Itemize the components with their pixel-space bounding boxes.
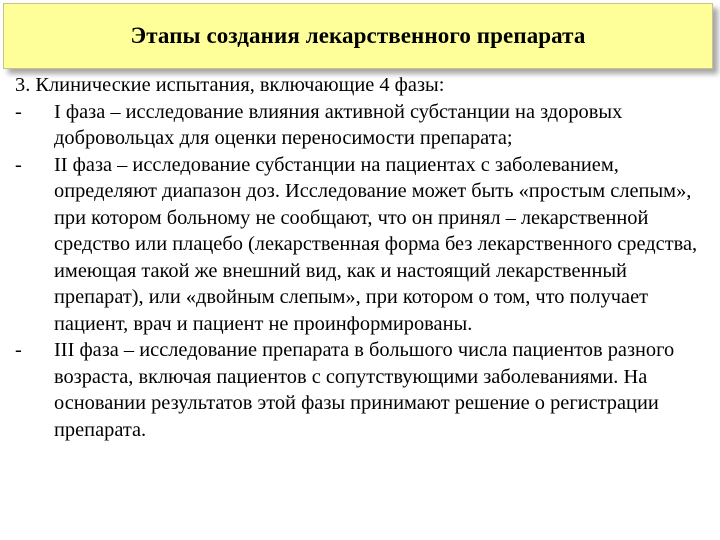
bullet-dash: - [15,100,22,123]
phase-text-3: III фаза – исследование препарата в большого числа пациентов разного возраста, включая пациентов с сопутствующими заболеваниями. На основании результатов этой фазы принимают решение о регистрации препарата. [54,339,675,441]
bullet-dash: - [15,153,22,176]
phase-text-1: I фаза – исследование влияния активной субстанции на здоровых добровольцах для оценки переносимости препарата; [54,100,623,149]
intro-text: 3. Клинические испытания, включающие 4 фазы: [15,74,445,96]
slide-content [15,72,713,443]
slide-title: Этапы создания лекарственного препарата [130,23,586,48]
bullet-dash: - [15,339,22,361]
slide-title-box [3,3,713,69]
phase-item-2 [15,152,713,338]
phase-item-3 [15,337,713,443]
phase-item-1 [15,99,713,152]
phase-list [15,99,713,444]
phase-text-2: II фаза – исследование субстанции на пациентах с заболеванием, определяют диапазон доз. Исследование может быть «простым слепым», при котором больному не сообщают, что он принял – лекарственной средство или плацебо (лекарственная форма без лекарственного средства, имеющая такой же внешний вид, как и настоящий лекарственный препарат), или «двойным слепым», при котором о том, что получает пациент, врач и пациент не проинформированы. [54,153,698,335]
